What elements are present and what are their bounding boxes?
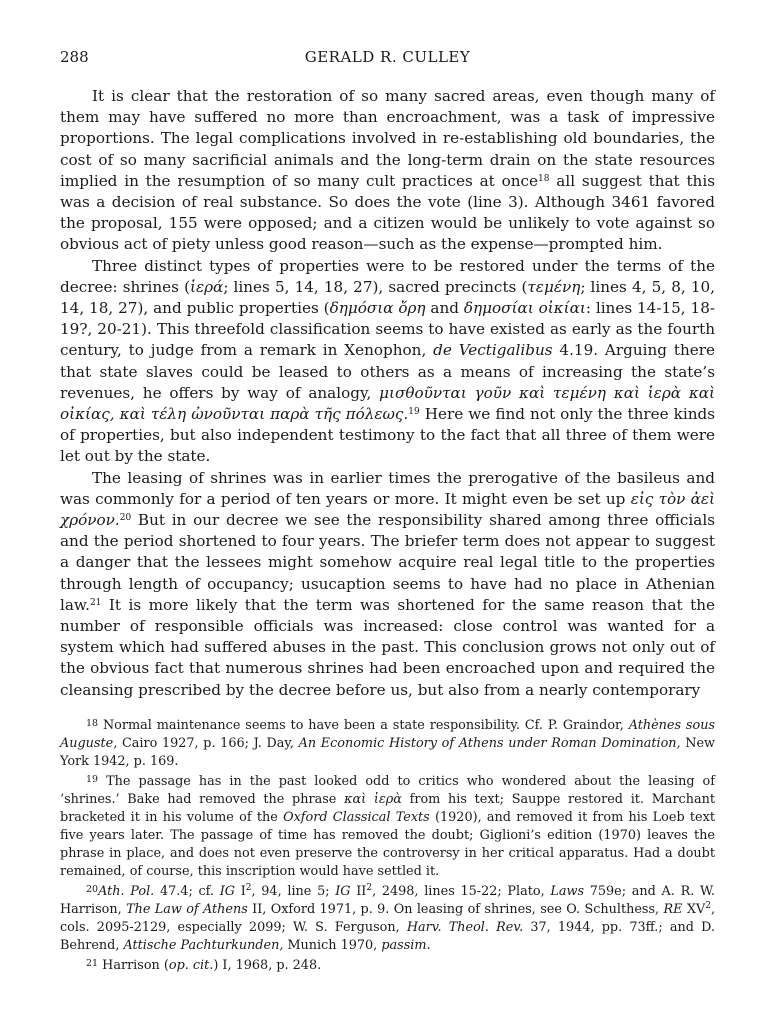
footnote-21: $^{21}$ Harrison (op. cit.) I, 1968, p. 248. — [86, 958, 322, 973]
footnote-20: $^{20}$Ath. Pol. 47.4; cf. IG $I^2$, 94, line 5; IG $II^2$, 2498, lines 15-22; Plato, Laws 759e; and A. R. W. Harrison, The Law of Athens II, Oxford 1971, p. 9. On leasing of shrines, see O. Schulthess, RE $XV^2$, cols. 2095-2129, especially 2099; W. S. Ferguson, Harv. Theol. Rev. 37, 1944, pp. 73ff.; and D. Behrend, Attische Pachturkunden, Munich 1970, passim. — [60, 883, 716, 953]
page-number: 288 — [60, 48, 89, 66]
running-head: GERALD R. CULLEY — [304, 48, 471, 66]
footnote-18: $^{18}$ Normal maintenance seems to have been a state responsibility. Cf. P. Graindor, Athènes sous Auguste, Cairo 1927, p. 166; J. Day, An Economic History of Athens under Roman Domination, New York 1942, p. 169. — [60, 718, 716, 769]
body-text — [60, 86, 715, 701]
footnote-19: $^{19}$ The passage has in the past looked odd to critics who wondered about the leasing of ‘shrines.’ Bake had removed the phrase καὶ ἱερὰ from his text; Sauppe restored it. Marchant bracketed it in his volume of the Oxford Classical Texts (1920), and removed it from his Loeb text five years later. The passage of time has removed the doubt; Giglioni’s edition (1970) leaves the phrase in place, and does not even preserve the controversy in her critical apparatus. Had a doubt remained, of course, this inscription would have settled it. — [60, 774, 715, 879]
page-header — [60, 48, 715, 70]
greek-text: ἱερά — [190, 277, 224, 296]
footnote-ref-21[interactable]: 21 — [89, 597, 102, 608]
paragraph-3: The leasing of shrines was in earlier times the prerogative of the basileus and was commonly for a period of ten years or more. It might even be set up εἰς τὸν ἀεὶ χρόνον.$^{20}$ But in our decree we see the responsibility shared among three officials and the period shortened to four years. The briefer term does not appear to suggest a danger that the lessees might somehow acquire real legal title to the properties through length of occupancy; usucaption seems to have had no place in Athenian law.$^{21}$ It is more likely that the term was shortened for the same reason that the number of responsible officials was increased: close control was wanted for a system which had suffered abuses in the past. This conclusion grows not only out of the obvious fact that numerous shrines had been encroached upon and required the cleansing prescribed by the decree before us, but also from a nearly contemporary — [60, 468, 716, 699]
greek-text: δημόσια ὄρη — [329, 299, 426, 318]
footnote-ref-20[interactable]: 20 — [119, 513, 132, 524]
greek-text: τεμένη — [527, 277, 581, 296]
footnote-ref-19[interactable]: 19 — [408, 407, 420, 418]
footnote-ref-18[interactable]: 18 — [538, 173, 550, 184]
paragraph-1: It is clear that the restoration of so many sacred areas, even though many of them may have suffered no more than encroachment, was a task of impressive proportions. The legal complications involved in re-establishing old boundaries, the cost of so many sacrificial animals and the long-term drain on the state resources implied in the resumption of so many cult practices at once$^{18}$ all suggest that this was a decision of real substance. So does the vote (line 3). Although 3461 favored the proposal, 155 were opposed; and a citizen would be unlikely to vote against so obvious act of piety unless good reason—such as the expense—prompted him. — [60, 87, 715, 254]
paragraph-2: Three distinct types of properties were to be restored under the terms of the decree: shrines (ἱερά; lines 5, 14, 18, 27), sacred precincts (τεμένη; lines 4, 5, 8, 10, 14, 18, 27), and public properties (δημόσια ὄρη and δημοσίαι οἰκίαι: lines 14-15, 18-19?, 20-21). This threefold classification seems to have existed as early as the fourth century, to judge from a remark in Xenophon, de Vectigalibus 4.19. Arguing there that state slaves could be leased to others as a means of increasing the state’s revenues, he offers by way of analogy, μισθοῦνται γοῦν καὶ τεμένη καὶ ἱερὰ καὶ οἰκίας, καὶ τέλη ὠνοῦνται παρὰ τῆς πόλεως.$^{19}$ Here we find not only the three kinds of properties, but also independent testimony to the fact that all three of them were let out by the state. — [60, 256, 715, 466]
work-title: de Vectigalibus — [433, 341, 553, 360]
footnotes — [60, 715, 715, 975]
greek-text: δημοσίαι οἰκίαι — [463, 299, 586, 318]
greek-text: εἰς τὸν ἀεὶ χρόνον. — [60, 489, 716, 530]
greek-quotation: μισθοῦνται γοῦν καὶ τεμένη καὶ ἱερὰ καὶ οἰκίας, καὶ τέλη ὠνοῦνται παρὰ τῆς πόλεως. — [60, 383, 715, 424]
